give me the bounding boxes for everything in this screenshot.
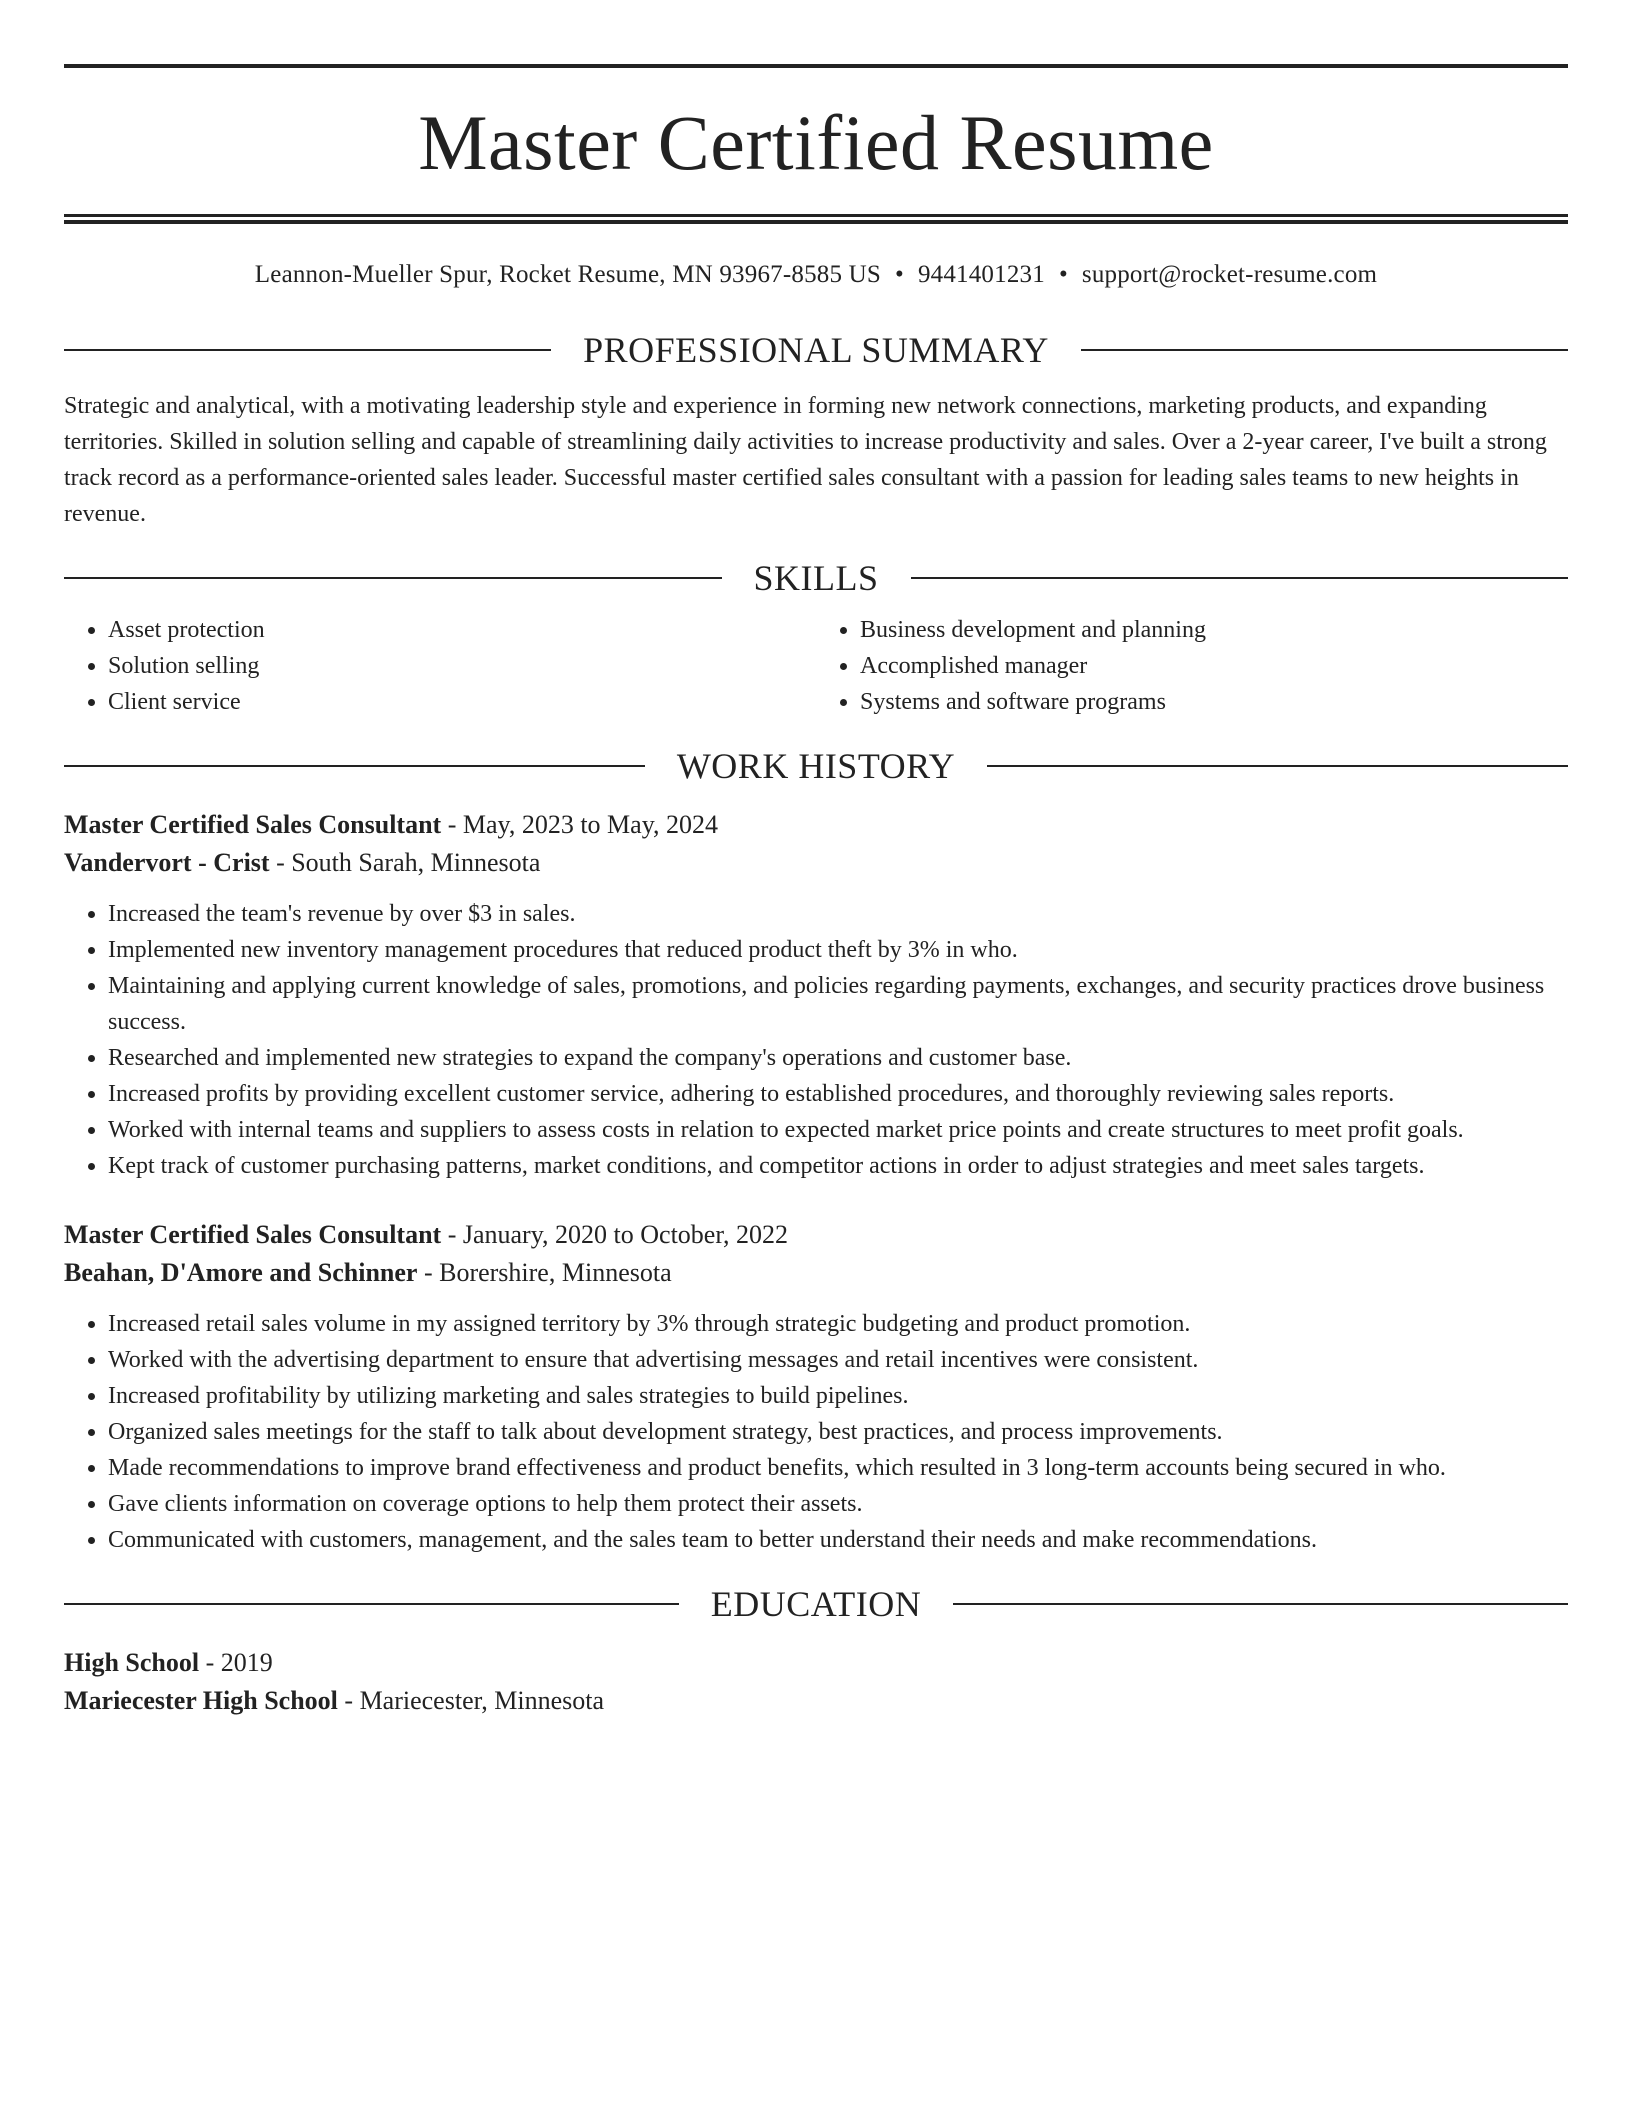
job-entry [64, 1216, 1568, 1558]
education-location: - Mariecester, Minnesota [337, 1686, 604, 1715]
heading-rule-right [911, 577, 1569, 579]
education-section-heading [64, 1584, 1568, 1624]
education-heading: EDUCATION [710, 1584, 922, 1624]
skills-section-heading [64, 558, 1568, 598]
job-bullet: • Worked with the advertising department to ensure that advertising messages and retail incentives were consistent. [108, 1342, 1568, 1378]
resume-title: Master Certified Resume [418, 99, 1214, 186]
contact-email: support@rocket-resume.com [1081, 261, 1378, 288]
skills-heading: SKILLS [753, 558, 879, 598]
education-degree-line [64, 1644, 1568, 1682]
job-bullet: • Organized sales meetings for the staff to talk about development strategy, best practices, and process improvements. [108, 1414, 1568, 1450]
job-bullet: • Increased the team's revenue by over $3 in sales. [108, 896, 1568, 932]
job-location: - South Sarah, Minnesota [269, 848, 541, 877]
contact-address: Leannon-Mueller Spur, Rocket Resume, MN 93967-8585 US [254, 261, 881, 288]
job-dates: - January, 2020 to October, 2022 [441, 1220, 788, 1249]
skills-column-left [64, 612, 816, 720]
job-bullet: • Researched and implemented new strategies to expand the company's operations and customer base. [108, 1040, 1568, 1076]
job-bullets [64, 1306, 1568, 1558]
job-bullet: • Communicated with customers, management, and the sales team to better understand their needs and make recommendations. [108, 1522, 1568, 1558]
job-bullet: • Increased profits by providing excellent customer service, adhering to established procedures, and thoroughly reviewing sales reports. [108, 1076, 1568, 1112]
title-double-rule [64, 214, 1568, 224]
job-bullet: • Gave clients information on coverage options to help them protect their assets. [108, 1486, 1568, 1522]
contact-separator: • [894, 261, 904, 288]
heading-rule-right [987, 765, 1568, 767]
skill-item: • Systems and software programs [860, 684, 1568, 720]
skill-item: • Client service [108, 684, 816, 720]
job-location: - Borershire, Minnesota [417, 1258, 672, 1287]
job-bullet: • Increased profitability by utilizing marketing and sales strategies to build pipelines. [108, 1378, 1568, 1414]
work-heading: WORK HISTORY [676, 746, 956, 786]
contact-separator: • [1058, 261, 1068, 288]
heading-rule-left [64, 577, 722, 579]
top-rule [64, 64, 1568, 68]
job-company-line [64, 844, 1568, 882]
job-company: Beahan, D'Amore and Schinner [64, 1258, 418, 1287]
job-bullet: • Maintaining and applying current knowledge of sales, promotions, and policies regarding payments, exchanges, and security practices drove business success. [108, 968, 1568, 1040]
job-title-line [64, 1216, 1568, 1254]
summary-heading: PROFESSIONAL SUMMARY [583, 330, 1049, 370]
contact-phone: 9441401231 [917, 261, 1045, 288]
job-company-line [64, 1254, 1568, 1292]
job-company: Vandervort - Crist [64, 848, 270, 877]
education-entry [64, 1644, 1568, 1720]
job-bullet: • Worked with internal teams and suppliers to assess costs in relation to expected market price points and create structures to meet profit goals. [108, 1112, 1568, 1148]
skill-item: • Asset protection [108, 612, 816, 648]
job-bullet: • Increased retail sales volume in my assigned territory by 3% through strategic budgeting and product promotion. [108, 1306, 1568, 1342]
job-bullet: • Kept track of customer purchasing patterns, market conditions, and competitor actions in order to adjust strategies and meet sales targets. [108, 1148, 1568, 1184]
education-degree: High School [64, 1648, 200, 1677]
skill-item: • Solution selling [108, 648, 816, 684]
summary-text: Strategic and analytical, with a motivating leadership style and experience in forming new network connections, marketing products, and expanding territories. Skilled in solution selling and capable of streamlining daily activities to increase productivity and sales. Over a 2-year career, I've built a strong track record as a performance-oriented sales leader. Successful master certified sales consultant with a passion for leading sales teams to new heights in revenue. [64, 393, 1547, 527]
skill-item: • Accomplished manager [860, 648, 1568, 684]
contact-line [64, 260, 1568, 290]
summary-section-heading [64, 330, 1568, 370]
heading-rule-left [64, 349, 551, 351]
skills-list [64, 612, 1568, 720]
work-section-heading [64, 746, 1568, 786]
heading-rule-right [953, 1603, 1568, 1605]
heading-rule-left [64, 1603, 679, 1605]
job-bullet: • Implemented new inventory management procedures that reduced product theft by 3% in who. [108, 932, 1568, 968]
heading-rule-left [64, 765, 645, 767]
job-bullets [64, 896, 1568, 1184]
job-title-line [64, 806, 1568, 844]
job-title: Master Certified Sales Consultant [64, 810, 442, 839]
heading-rule-right [1081, 349, 1568, 351]
job-entry [64, 806, 1568, 1184]
education-school: Mariecester High School [64, 1686, 338, 1715]
skill-item: • Business development and planning [860, 612, 1568, 648]
education-school-line [64, 1682, 1568, 1720]
job-title: Master Certified Sales Consultant [64, 1220, 442, 1249]
job-bullet: • Made recommendations to improve brand effectiveness and product benefits, which resulted in 3 long-term accounts being secured in who. [108, 1450, 1568, 1486]
job-dates: - May, 2023 to May, 2024 [441, 810, 719, 839]
education-year: - 2019 [199, 1648, 273, 1677]
skills-column-right [816, 612, 1568, 720]
